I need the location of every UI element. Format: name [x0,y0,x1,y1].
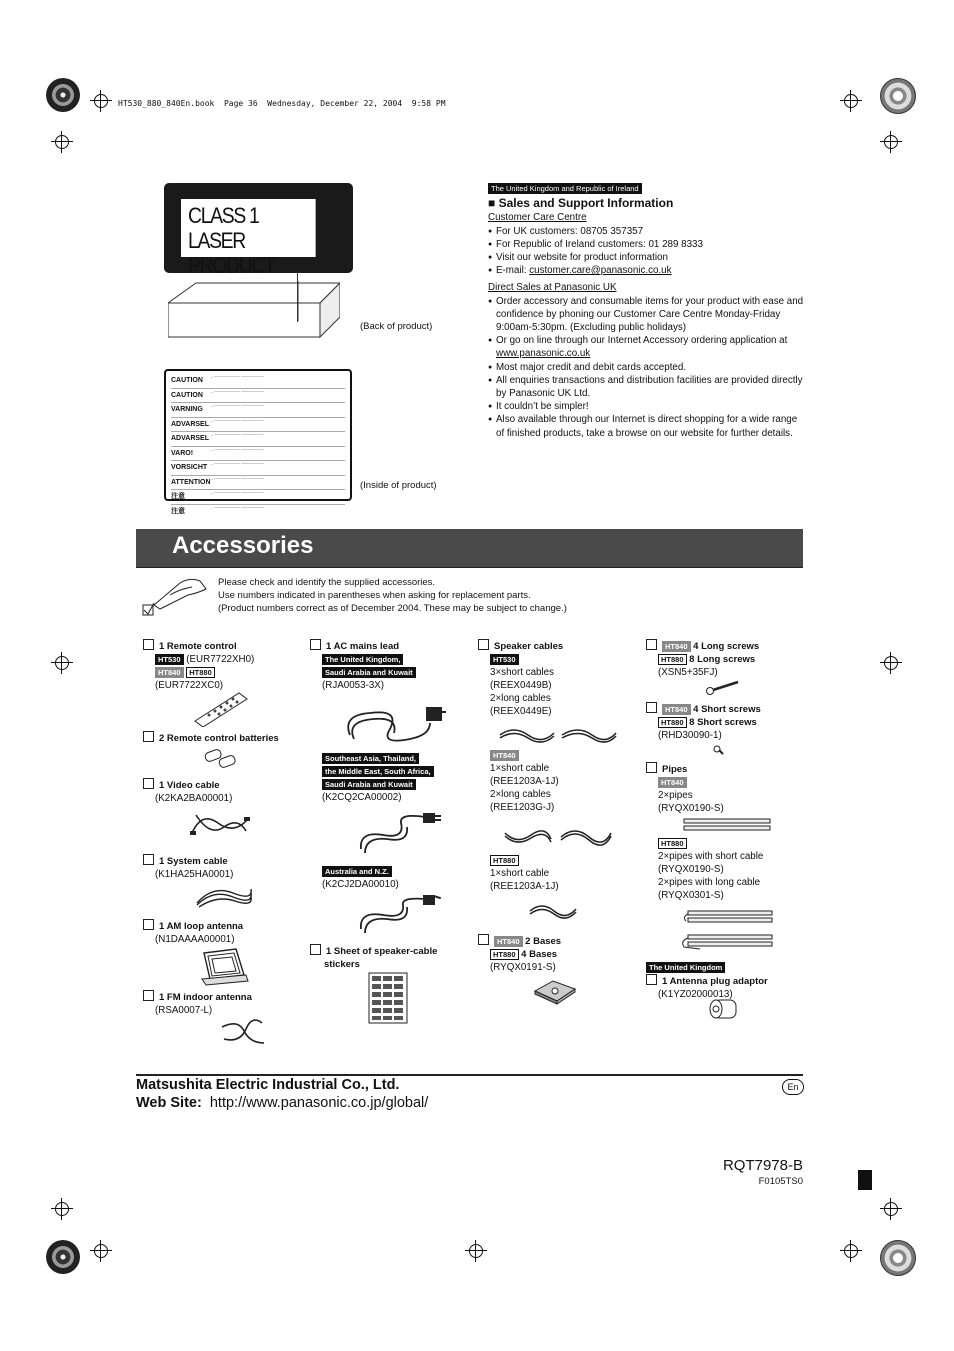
warning-word: ATTENTION [171,478,211,486]
part-number: (K2CJ2DA00010) [322,879,399,890]
list-item: ● Visit our website for product information [488,251,808,264]
item-title: 1 System cable [159,856,228,867]
support-section [488,182,808,440]
item-title: Speaker cables [494,641,564,652]
accessories-banner [136,529,803,567]
support-title: Sales and Support Information [498,196,674,211]
part-number: (RYQX0190-S) [658,803,724,814]
email-label: E-mail: [496,265,530,277]
stickers-item [310,944,437,971]
speaker-cables-item [478,639,563,718]
ac-lead-uk-icon [340,695,450,751]
pipes-item [646,762,724,815]
crosshair-mark-icon [880,131,902,153]
list-item [488,264,808,277]
item-detail: 2×pipes [658,790,693,801]
web-url-link[interactable]: http://www.panasonic.co.jp/global/ [209,1095,429,1111]
crosshair-mark-icon [51,131,73,153]
laser-label-line1: CLASS 1 [188,203,259,228]
pipes-with-cable-icon [680,909,774,951]
part-number: (RYQX0191-S) [490,962,556,973]
checkbox[interactable] [478,639,489,650]
part-number: (K2KA2BA00001) [155,793,233,804]
speaker-cable-icon [528,899,578,921]
warning-word: 注意 [171,507,185,515]
part-number: (REEX0449E) [490,706,552,717]
color-bar [858,1170,872,1190]
warning-word: CAUTION [171,377,203,384]
crosshair-mark-icon [51,652,73,674]
region-tag: Saudi Arabia and Kuwait [322,779,416,790]
part-number: (REE1203A-1J) [490,776,559,787]
list-item [488,334,808,360]
crosshair-mark-icon [90,90,112,112]
item-title: 4 Bases [521,949,558,960]
class1-laser-label [164,183,353,278]
short-screw-icon [713,745,725,755]
remote-control-item [143,639,254,692]
region-tag: Australia and N.Z. [322,866,392,877]
item-title: 1 Sheet of speaker-cable [326,946,438,957]
intro-line: (Product numbers correct as of December 2004. These may be subject to change.) [218,603,567,614]
item-title: 1 Video cable [159,780,220,791]
crosshair-mark-icon [840,1240,862,1262]
region-tag: The United Kingdom, [322,654,403,665]
company-name: Matsushita Electric Industrial Co., Ltd. [136,1077,400,1093]
checkbox[interactable] [310,944,321,955]
item-title: stickers [324,959,360,970]
part-number: (K1HA25HA0001) [155,869,234,880]
registration-disc-icon [46,78,80,112]
item-detail: 2×long cables [490,789,551,800]
item-title: 8 Short screws [689,717,757,728]
remote-control-icon [193,691,249,727]
plug-adaptor-item [646,961,768,1001]
region-tag: the Middle East, South Africa, [322,766,434,777]
part-number: (RYQX0190-S) [658,864,724,875]
model-tag: HT840 [662,704,691,715]
list-item: ● For Republic of Ireland customers: 01 289 8333 [488,238,808,251]
warning-word: 注意 [171,493,185,500]
long-screws-item [646,639,759,679]
item-title: Pipes [662,764,688,775]
short-screws-item [646,702,761,742]
crosshair-mark-icon [51,1198,73,1220]
accessories-intro [218,576,567,615]
bases-item [478,934,561,974]
model-tag: HT880 [186,667,215,678]
web-label: Web Site: [136,1095,202,1111]
warning-word: VARO! [171,449,194,457]
part-number: (EUR7722XC0) [155,680,224,691]
model-tag: HT530 [490,654,519,665]
crosshair-mark-icon [840,90,862,112]
crosshair-mark-icon [880,652,902,674]
model-tag: HT840 [662,641,691,652]
item-detail: 2×pipes with long cable [658,877,761,888]
warning-word: CAUTION [171,391,203,399]
warning-word: VARNING [171,406,203,413]
crosshair-mark-icon [880,1198,902,1220]
part-number: (RSA0007-L) [155,1005,213,1016]
item-title: 1 Remote control [159,641,237,652]
crosshair-mark-icon [465,1240,487,1262]
battery-icon [203,747,243,771]
part-number: (K1YZ02000013) [658,989,733,1000]
list-item: ● Order accessory and consumable items for your product with ease and confidence by phoning our Customer Care Centre Monday-Friday 9:00am-5:30pm. (Excluding public holidays) [488,295,808,335]
intro-line: Use numbers indicated in parentheses when asking for replacement parts. [218,590,531,601]
item-detail: 1×short cable [490,763,550,774]
checkbox[interactable] [143,854,154,865]
model-tag: HT840 [155,667,184,678]
speaker-cables-ht880 [478,854,559,893]
accessories-title: Accessories [172,532,314,559]
item-title: 1 AC mains lead [326,641,400,652]
part-number: (XSN5+35FJ) [658,667,718,678]
list-item: ● It couldn’t be simpler! [488,400,808,413]
ac-mains-lead-item [310,639,416,692]
video-cable-icon [188,807,252,841]
batteries-item [143,731,279,745]
laser-warning-label: CAUTION – ───────── ──────── CAUTION – ───────── ──────── VARNING – ───────── ──────── ADVARSEL – ───────── ──────── ADVARSEL – ───────── ──────── VARO! – ───────── ──────── VORSICHT – ───────── ──────── ATTENTION – ───────── ──────── 注意 – ───────── ──────── 注意 – ───────── ──────── [164,369,352,501]
part-number: (REE1203A-1J) [490,881,559,892]
file-header-line: HT530_880_840En.book Page 36 Wednesday, December 22, 2004 9:58 PM [118,99,446,108]
am-loop-antenna-icon [198,945,250,987]
region-tag: Saudi Arabia and Kuwait [322,667,416,678]
email-link[interactable]: customer.care@panasonic.co.uk [529,265,672,277]
model-tag: HT840 [494,936,523,947]
checkbox[interactable] [646,974,657,985]
pen-check-icon [140,575,210,623]
checkbox[interactable] [143,731,154,742]
part-number: (REE1203G-J) [490,802,555,813]
crosshair-mark-icon [90,1240,112,1262]
fm-antenna-item [143,990,252,1017]
item-title: 4 Short screws [693,704,761,715]
laser-label-line2: LASER PRODUCT [188,228,275,278]
part-number: (RYQX0301-S) [658,890,724,901]
part-number: (N1DAAAA00001) [155,934,235,945]
pipes-icon [682,817,772,833]
leader-line [297,272,298,322]
list-item-text: Or go on line through our Internet Accessory ordering application at [496,335,788,347]
fm-antenna-icon [218,1017,268,1049]
item-title: 1 FM indoor antenna [159,992,252,1003]
item-title: 2 Bases [525,936,562,947]
part-number: (REEX0449B) [490,680,552,691]
speaker-cables-ht840 [478,749,559,814]
document-code: RQT7978-B [722,1157,803,1174]
company-footer [136,1076,428,1112]
registration-disc-icon [880,1240,916,1276]
website-link[interactable]: www.panasonic.co.uk [496,348,591,360]
speaker-cable-icon [503,825,613,847]
customer-care-heading: Customer Care Centre [488,212,587,224]
part-number: (RHD30090-1) [658,730,722,741]
part-number: (RJA0053-3X) [322,680,385,691]
ac-lead-au-icon [355,893,445,937]
item-title: 1 Antenna plug adaptor [662,976,768,987]
long-screw-icon [706,679,740,695]
inside-caption: (Inside of product) [360,480,437,491]
base-icon [533,979,577,1005]
model-tag: HT880 [490,949,519,960]
list-item: ● Most major credit and debit cards accepted. [488,361,808,374]
divider [136,567,803,568]
back-caption: (Back of product) [360,321,433,332]
language-badge: En [782,1079,804,1095]
model-tag: HT880 [658,654,687,665]
antenna-plug-adaptor-icon [708,998,738,1020]
pipes-ht880 [646,837,763,902]
am-antenna-item [143,919,243,946]
checkbox[interactable] [143,919,154,930]
item-title: 1 AM loop antenna [159,921,244,932]
item-title: 8 Long screws [689,654,756,665]
model-tag: HT880 [658,838,687,849]
list-item: ● For UK customers: 08705 357357 [488,225,808,238]
region-tag: The United Kingdom [646,962,725,973]
model-tag: HT880 [658,717,687,728]
item-detail: 3×short cables [490,667,554,678]
item-detail: 2×long cables [490,693,551,704]
model-tag: HT530 [155,654,184,665]
checkbox[interactable] [143,990,154,1001]
warning-word: ADVARSEL [171,420,209,428]
print-code: F0105TS0 [758,1176,803,1187]
direct-sales-heading: Direct Sales at Panasonic UK [488,282,617,294]
system-cable-item [143,854,233,881]
item-title: 4 Long screws [693,641,760,652]
checkbox[interactable] [310,639,321,650]
model-tag: HT880 [490,855,519,866]
list-item: ● All enquiries transactions and distribution facilities are provided directly by Panasonic UK Ltd. [488,374,808,400]
warning-word: VORSICHT [171,464,208,471]
ac-lead-au-item [310,865,399,891]
warning-word: ADVARSEL [171,435,209,442]
video-cable-item [143,778,232,805]
item-detail: 1×short cable [490,868,550,879]
registration-disc-icon [880,78,916,114]
checkbox[interactable] [646,702,657,713]
checkbox[interactable] [646,762,657,773]
region-tag: Southeast Asia, Thailand, [322,753,419,764]
region-tag: The United Kingdom and Republic of Ireland [488,183,642,194]
registration-disc-icon [46,1240,80,1274]
part-number: (EUR7722XH0) [186,654,255,665]
ac-lead-asia-item [310,752,434,804]
model-tag: HT840 [490,750,519,761]
item-detail: 2×pipes with short cable [658,851,764,862]
sticker-sheet-icon [368,972,408,1024]
item-title: 2 Remote control batteries [159,733,279,744]
list-item: ● Also available through our Internet is direct shopping for a wide range of finished products, take a browse on our website for further details. [488,413,808,439]
model-tag: HT840 [658,777,687,788]
speaker-cable-icon [498,723,618,745]
square-bullet-icon: ■ [488,196,499,211]
checkbox[interactable] [478,934,489,945]
ac-lead-asia-icon [355,809,445,859]
checkbox[interactable] [143,778,154,789]
checkbox[interactable] [143,639,154,650]
part-number: (K2CQ2CA00002) [322,792,402,803]
intro-line: Please check and identify the supplied accessories. [218,577,436,588]
product-back-illustration [168,281,340,339]
system-cable-icon [193,883,255,911]
checkbox[interactable] [646,639,657,650]
